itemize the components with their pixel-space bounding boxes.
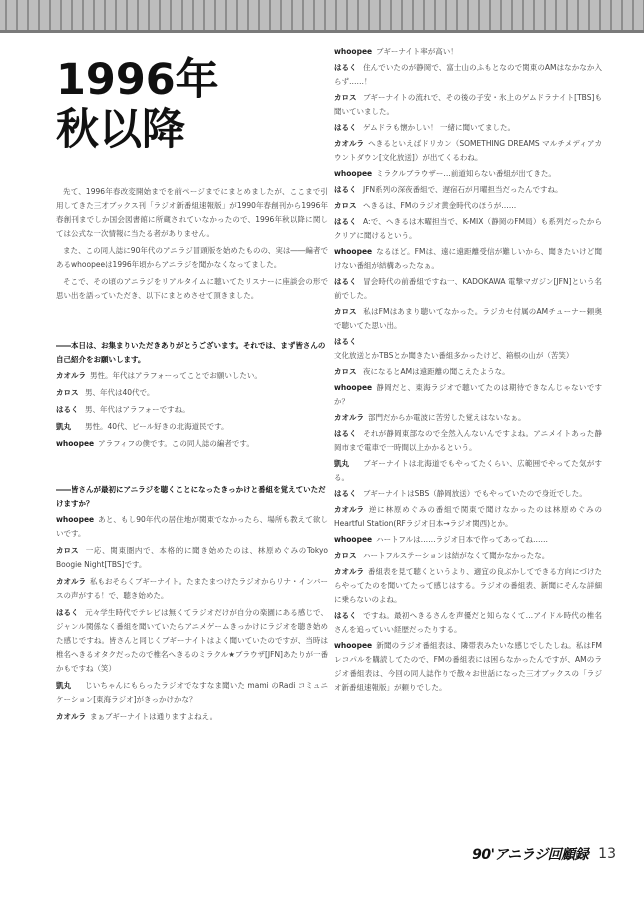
dialogue-line: [56, 437, 328, 451]
speaker-name: whoopee: [334, 383, 373, 392]
speaker-name: カロス: [334, 367, 357, 376]
dialogue-text: ハートフルステーションは結がなくて聞かなかったな。: [363, 551, 550, 560]
speaker-name: whoopee: [56, 515, 95, 524]
speaker-name: はるく: [334, 185, 357, 194]
dialogue-text: ブギーナイト率が高い！: [376, 47, 458, 56]
right-column: [334, 45, 602, 697]
speaker-name: カロス: [56, 388, 79, 397]
dialogue-line: [334, 91, 602, 119]
dialogue-line: [56, 403, 328, 417]
dialogue-line: [56, 513, 328, 541]
dialogue-line: [334, 335, 602, 363]
dialogue-text: じいちゃんにもらったラジオでなすなま聞いた mami のRadi コミュニケーション[東海ラジオ]がきっかけかな？: [56, 681, 328, 704]
speaker-name: whoopee: [334, 247, 373, 256]
dialogue-text: 元々学生時代でテレビは無くてラジオだけが自分の楽園にある感じで、ジャンル関係なく番組を聞いていたらアニメゲームきっかけにラジオを聴き始めた感じですね。皆さんと同じくブギーナイトはよく聞いていたのですが、当時は椎名へきるオタクだったので椎名へきるのミラクル★ブラウザ[JFN]あたりが一番かもですね（笑）: [56, 608, 328, 673]
dialogue-line: [334, 45, 602, 59]
dialogue-text: 一応、関東圏内で、本格的に聞き始めたのは、林原めぐみのTokyo Boogie Night[TBS]です。: [56, 546, 328, 569]
dialogue-text: ブギーナイトの流れで、その後の子安・氷上のゲムドラナイト[TBS]も聞いていました。: [334, 93, 602, 116]
page-title: [56, 55, 328, 155]
dialogue-line: [56, 544, 328, 572]
dialogue-text: ゲムドラも懐かしい！ 一緒に聞いてました。: [363, 123, 516, 132]
dialogue-line: [334, 183, 602, 197]
dialogue-line: [334, 365, 602, 379]
dialogue-line: [334, 549, 602, 563]
dialogue-text: 男、年代は40代で。: [85, 388, 155, 397]
dialogue-text: 男、年代はアラフォーですね。: [85, 405, 190, 414]
dialogue-text: ですね。最初へきるさんを声優だと知らなくて…アイドル時代の椎名さんを追っていい経歴だったりする。: [334, 611, 602, 634]
dialogue-text: JFN系列の深夜番組で、遅宿石が月曜担当だったんですね。: [363, 185, 563, 194]
publication-logo: 90'アニラジ回顧録: [472, 847, 589, 863]
speaker-name: カオルラ: [56, 371, 86, 380]
dialogue-line: [334, 457, 602, 485]
section1-dialogue: [56, 369, 328, 451]
speaker-name: はるく: [334, 123, 357, 132]
speaker-name: 凱丸: [334, 459, 349, 468]
dialogue-line: [56, 606, 328, 676]
dialogue-line: [334, 167, 602, 181]
interview-question-2: ――皆さんが最初にアニラジを聴くことになったきっかけと番組を覚えていただけますか？: [56, 485, 326, 508]
speaker-name: カオルラ: [334, 413, 364, 422]
dialogue-text: 静岡だと、東海ラジオで聴いてたのは期待できなんじゃないですか？: [334, 383, 602, 406]
speaker-name: カオルラ: [56, 712, 86, 721]
speaker-name: whoopee: [334, 641, 373, 650]
dialogue-line: [56, 386, 328, 400]
dialogue-line: [334, 121, 602, 135]
speaker-name: カロス: [56, 546, 79, 555]
dialogue-text: 逆に林原めぐみの番組で関東で聞けなかったのは林原めぐみのHeartful Station(RFラジオ日本→ラジオ関西)とか。: [334, 505, 602, 528]
dialogue-text: 男性。40代、ビール好きの北海道民です。: [85, 422, 229, 431]
dialogue-text: まぁブギーナイトは通りますよねえ。: [90, 712, 218, 721]
dialogue-text: なるほど。FMは、遠に遠距離受信が難しいから、聞きたいけど聞けない番組が結構あったなぁ。: [334, 247, 602, 270]
dialogue-text: 冒会時代の前番組ですね一、KADOKAWA 電撃マガジン[JFN]という名前でした。: [334, 277, 602, 300]
dialogue-text: 私もおそらくブギーナイト。たまたまつけたラジオからリナ・インバースの声がする！で、聴き始めた。: [56, 577, 328, 600]
dialogue-line: [56, 369, 328, 383]
speaker-name: カロス: [334, 201, 357, 210]
section2-dialogue: [56, 513, 328, 724]
intro-paragraph: 先て、1996年春改変開始までを前ページまでにまとめましたが、ここまで引用してきた三才ブックス刊「ラジオ新番組速報版」が1990年春創刊から1996年春創刊までしか国会図書館に所蔵されていなかったので、1996年秋以降に関しては公式な一次情報に当たる者がありません。: [56, 187, 328, 238]
intro-paragraph: また、この同人誌に90年代のアニラジ冒頭版を始めたものの、実は――編者であるwhoopeeは1996年頃からアニラジを聞かなくなってました。: [56, 246, 328, 269]
dialogue-text: それが静岡東部なので全然入んないんですよね。アニメイトあった静岡市まで電車で一時間以上かかるという。: [334, 429, 602, 452]
speaker-name: はるく: [334, 337, 357, 346]
dialogue-text: 新聞のラジオ番組表は、隣帯表みたいな感じでしたしね。私はFMレコパルを購読してたので、FMの番組表には困らなかったんですが、AMのラジオ番組表は、今回の同人誌作りで散々お世話になった三才ブックスの「ラジオ新番組速報版」が頼りでした。: [334, 641, 602, 692]
page-footer: [472, 843, 616, 865]
speaker-name: はるく: [56, 405, 79, 414]
speaker-name: 凱丸: [56, 681, 71, 690]
dialogue-text: ブギーナイトは北海道でもやってたくらい、広範囲でやってた気がする。: [334, 459, 602, 482]
speaker-name: カロス: [334, 551, 357, 560]
interview-question-1: ――本日は、お集まりいただきありがとうございます。それでは、まず皆さんの自己紹介をお願いします。: [56, 341, 326, 364]
dialogue-line: [334, 137, 602, 165]
dialogue-line: [56, 679, 328, 707]
dialogue-line: [334, 305, 602, 333]
dialogue-line: [334, 487, 602, 501]
dialogue-text: 住んでいたのが静岡で、富士山のふもとなので関東のAMはなかなか入らず……！: [334, 63, 602, 86]
dialogue-line: [334, 503, 602, 531]
speaker-name: はるく: [334, 217, 357, 226]
dialogue-text: アラフィフの僕です。この同人誌の編者です。: [98, 439, 254, 448]
title-line-2: 秋以降: [56, 105, 185, 155]
dialogue-line: [334, 381, 602, 409]
speaker-name: whoopee: [334, 47, 373, 56]
speaker-name: カオルラ: [334, 505, 364, 514]
dialogue-line: [334, 565, 602, 607]
dialogue-text: A:で、へきるは木曜担当で、K-MIX（静岡のFM局）も系列だったからクリアに聞けるという。: [334, 217, 602, 240]
speaker-name: カオルラ: [334, 567, 364, 576]
dialogue-text: ミラクルブラウザー…前道知らない番組が出てきた。: [376, 169, 556, 178]
speaker-name: はるく: [334, 489, 357, 498]
dialogue-line: [334, 199, 602, 213]
title-line-1: 1996年: [56, 55, 219, 105]
speaker-name: はるく: [334, 63, 357, 72]
dialogue-text: へきるといえばドリカン（SOMETHING DREAMS マルチメディアカウントダウン[文化放送]）が出てくるわね。: [334, 139, 602, 162]
dialogue-text: ブギーナイトはSBS（静岡放送）でもやっていたので身近でした。: [363, 489, 587, 498]
dialogue-text: 番組表を見て聴くというより、適宜の良ぶかしてできる方向にづけたらやってたのを聞いてたって感じはする。ラジオの番組表、新聞にそんな詳細に乗らないのよね。: [334, 567, 602, 604]
intro-paragraph: そこで、その頃のアニラジをリアルタイムに聴いてたリスナーに座談会の形で思い出を語っていただき、以下にまとめさせて頂きました。: [56, 277, 328, 300]
speaker-name: whoopee: [334, 535, 373, 544]
speaker-name: カオルラ: [334, 139, 364, 148]
speaker-name: カオルラ: [56, 577, 86, 586]
speaker-name: 凱丸: [56, 422, 71, 431]
dialogue-text: 文化放送とかTBSとか聞きたい番組多かったけど、箱根の山が（苦笑）: [334, 351, 574, 360]
speaker-name: whoopee: [56, 439, 95, 448]
speaker-name: カロス: [334, 307, 357, 316]
dialogue-line: [56, 575, 328, 603]
dialogue-line: [56, 710, 328, 724]
top-decorative-bar: [0, 0, 644, 33]
left-column: [56, 45, 328, 727]
speaker-name: カロス: [334, 93, 357, 102]
speaker-name: はるく: [334, 429, 357, 438]
speaker-name: はるく: [334, 611, 357, 620]
dialogue-line: [334, 411, 602, 425]
dialogue-line: [334, 639, 602, 695]
dialogue-text: あと、もし90年代の居住地が関東でなかったら、場所も教えて欲しいです。: [56, 515, 328, 538]
dialogue-line: [334, 275, 602, 303]
dialogue-line: [334, 61, 602, 89]
dialogue-text: へきるは、FMのラジオ黄金時代のほうが……: [363, 201, 517, 210]
dialogue-line: [334, 245, 602, 273]
dialogue-line: [334, 427, 602, 455]
dialogue-text: ハートフルは……ラジオ日本で作ってあってね……: [376, 535, 549, 544]
dialogue-text: 私はFMはあまり聴いてなかった。ラジカセ付属のAMチューナー頼奥で聴いてた思い出。: [334, 307, 602, 330]
dialogue-line: [56, 420, 328, 434]
dialogue-line: [334, 215, 602, 243]
dialogue-text: 夜になるとAMは遠距離の聞こえたような。: [363, 367, 510, 376]
dialogue-text: 部門だからか電波に苦労した覚えはないなぁ。: [368, 413, 526, 422]
dialogue-text: 男性。年代はアラフォーってことでお願いしたい。: [90, 371, 262, 380]
speaker-name: はるく: [334, 277, 357, 286]
page-number: 13: [598, 846, 616, 862]
dialogue-line: [334, 533, 602, 547]
speaker-name: はるく: [56, 608, 79, 617]
dialogue-line: [334, 609, 602, 637]
intro-text: [56, 185, 328, 303]
speaker-name: whoopee: [334, 169, 373, 178]
